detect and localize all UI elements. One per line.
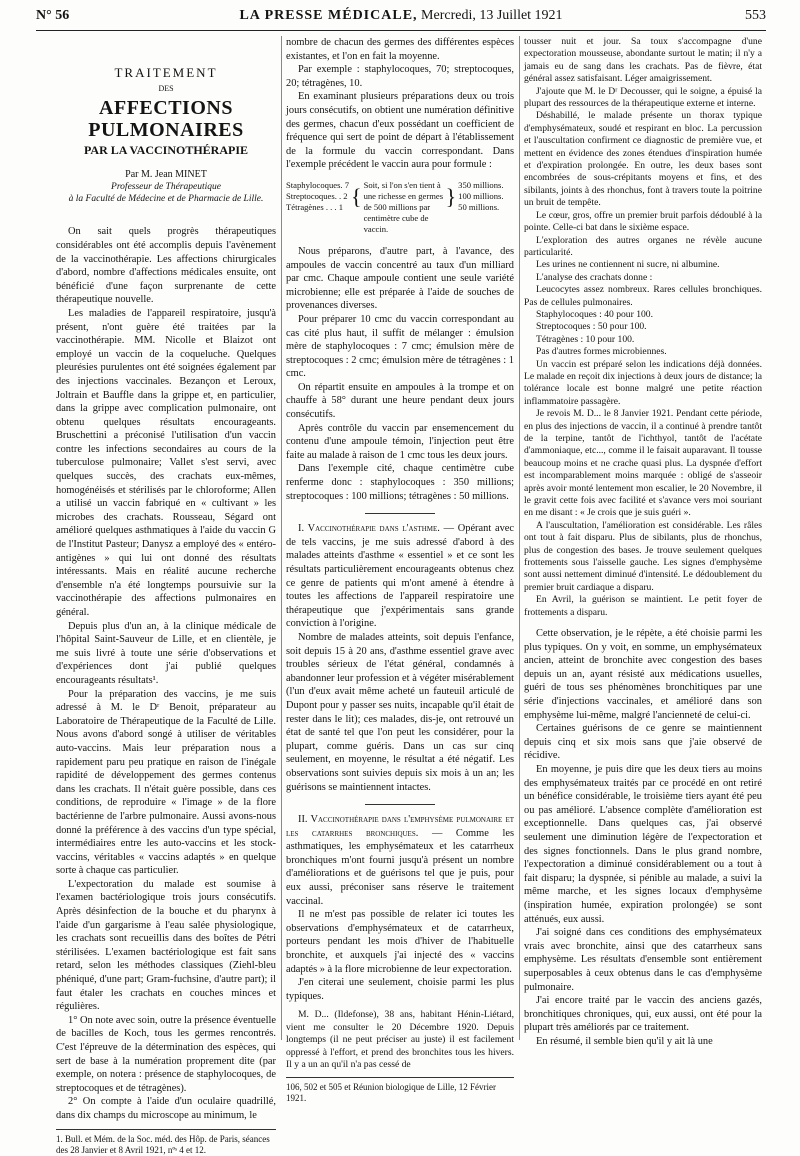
- page-number: 553: [745, 8, 766, 23]
- paragraph: Pour préparer 10 cmc du vaccin correspondant au cas cité plus haut, il suffit de mélanger : émulsion mère de staphylocoques : 7 cmc; émulsion mère de streptocoques : 2 cmc; émulsion mère de tétragènes : 1 cmc.: [286, 313, 514, 380]
- article-title-block: [56, 66, 276, 205]
- paragraph: 1° On note avec soin, outre la présence éventuelle de bacilles de Koch, tous les germes rencontrés. C'est l'épreuve de la détermination des espèces, qui sert de base à la numération proprement dite (par exemple, on notera : présence de staphylocoques, de streptocoques et de tétragènes).: [56, 1014, 276, 1094]
- paragraph: En résumé, il semble bien qu'il y ait là une: [536, 1035, 713, 1047]
- journal-title-line: [36, 8, 766, 24]
- section-rule: [365, 804, 435, 805]
- section-2-paragraph: II. Vaccinothérapie dans l'emphysème pulmonaire et les catarrhes bronchiques. — Comme les asthmatiques, les emphysémateux et les catarrheux bronchiques m'ont fourni jusqu'à présent un nombre d'améliorations et de guérisons tel que je puis, pour eux aussi, préconiser sans réserve le traitement vaccinal.: [286, 814, 514, 907]
- author-role-1: Professeur de Thérapeutique: [111, 182, 221, 193]
- observation-start: M. D... (Ildefonse), 38 ans, habitant Hénin-Liétard, vient me consulter le 20 Décembre 1920. Depuis longtemps (il ne peut préciser au juste) il est facilement oppressé à l'effort, et prend des bronchites tous les hivers. Il y a un an qu'il n'a pas cessé de: [286, 1009, 514, 1071]
- observation-text: L'analyse des crachats donne :: [536, 271, 653, 283]
- observation-text: Tétragènes : 10 pour 100.: [536, 333, 635, 345]
- column-divider: [281, 36, 282, 1040]
- section-rule: [365, 513, 435, 514]
- author-role-2: à la Faculté de Médecine et de Pharmacie de Lille.: [68, 194, 264, 205]
- observation-text: Je revois M. D... le 8 Janvier 1921. Pendant cette période, en plus des injections de vaccin, il a continué à prendre tantôt de la terpine, tantôt de l'ichthyol, tantôt de l'acétate d'ammoniaque, etc..., comme il le faisait auparavant. Il tousse beaucoup moins et ne crache quasi plus. La dyspnée d'effort est incomparablement moins marquée : obligé de s'asseoir après avoir monté lentement mon escalier, le 20 Novembre, il le gravit cette fois avec facilité et s'avance vers moi souriant en me disant : « Je crois que je suis guéri ».: [524, 408, 762, 519]
- observation-text: Staphylocoques : 40 pour 100.: [536, 308, 653, 320]
- paragraph: On sait quels progrès thérapeutiques considérables ont été accomplis depuis l'avènement de la vaccinothérapie. Les affections chirurgicales d'abord, nombre d'affections médicales ensuite, ont bénéficié d'une façon surprenante de cette thérapeutique nouvelle.: [56, 226, 276, 306]
- paragraph: En examinant plusieurs préparations deux ou trois jours consécutifs, on obtient une numération définitive des germes, chacun d'eux possédant un coefficient de fréquence qui sert de point de départ à l'établissement de la formule du vaccin correspondant. Dans l'exemple précédent le vaccin aura pour formule :: [286, 91, 514, 171]
- observation-text: Déshabillé, le malade présente un thorax typique d'emphysémateux, soudé et respirant en bloc. La percussion et l'auscultation confirment ce diagnostic de première vue, et mettent en évidence des zones étendues d'inspiration humée et d'expiration prolongée. En outre, les deux bases sont encombrées de sous-crépitants moyens et fins, et des sibilants, joints à des rhonchus, font à travers toute la poitrine un bruit de tempête.: [524, 110, 762, 209]
- section-1-paragraph: I. Vaccinothérapie dans l'asthme. — Opérant avec de tels vaccins, je me suis adressé d'abord à des malades atteints d'asthme « essentiel » et ce sont les résultats particulièrement encourageants obtenus chez ce genre de patients qui m'ont amené à étendre à toutes les affections de l'appareil respiratoire une thérapeutique que j'expérimentais sans grande conviction à l'origine.: [286, 523, 514, 630]
- paragraph: Nous préparons, d'autre part, à l'avance, des ampoules de vaccin concentré au taux d'un milliard par cmc. Chaque ampoule contient une seule variété microbienne; elle est préparée à l'aide de souches de provenances diverses.: [286, 245, 514, 312]
- footnote-continuation: 106, 502 et 505 et Réunion biologique de Lille, 12 Février 1921.: [286, 1082, 496, 1104]
- paragraph: J'en citerai une seulement, choisie parmi les plus typiques.: [286, 977, 514, 1002]
- paragraph: Dans l'exemple cité, chaque centimètre cube renferme donc : staphylocoques : 350 millions; streptocoques : 100 millions; tétragènes : 50 millions.: [286, 463, 514, 502]
- paragraph: L'expectoration du malade est soumise à l'examen bactériologique trois jours consécutifs. Après désinfection de la bouche et du pharynx à l'aide d'un gargarisme à l'eau salée physiologique, les crachats sont recueillis dans des boîtes de Pétri stérilisées. L'examen bactériologique est fait sans retard, selon les méthodes classiques (Ziehl-bleu phéniqué, d'une part; Gram-fuchsine, d'autre part); il faut étaler les crachats en couches minces et régulières.: [56, 878, 276, 1013]
- title-line-2: DES: [158, 83, 174, 93]
- formula-germ-2: Streptocoques. . 2: [286, 190, 348, 201]
- paragraph: 2° On compte à l'aide d'un oculaire quadrillé, dans dix champs du microscope au minimum, le: [56, 1096, 276, 1121]
- footnote-rule: [286, 1077, 514, 1078]
- paragraph: Depuis plus d'un an, à la clinique médicale de l'hôpital Saint-Sauveur de Lille, et en clientèle, je me suis livré à toute une série d'observations et d'expériences dont j'ai publié quelques encourageants résultats¹.: [56, 620, 276, 686]
- paragraph: Cette observation, je le répète, a été choisie parmi les plus typiques. On y voit, en somme, un emphysémateux ancien, atteint de bronchite avec congestion des bases depuis un an, ayant résisté aux médications usuelles, guéri de tous ses phénomènes bronchitiques par une série d'injections vaccinales, et amélioré dans son emphysème lui-même, malgré l'ancienneté de celui-ci.: [524, 628, 762, 721]
- paragraph: nombre de chacun des germes des différentes espèces existantes, et l'on en fait la moyenne.: [286, 37, 514, 62]
- column-2: [286, 36, 514, 1104]
- article-title: AFFECTIONS PULMONAIRES: [88, 97, 244, 142]
- formula-count-1: 350 millions.: [458, 179, 504, 190]
- paragraph: J'ai soigné dans ces conditions des emphysémateux vrais avec bronchite, ainsi que des catarrheux sans emphysème. Les résultats d'ensemble sont entièrement superposables à ceux obtenus dans le cas d'emphysème pulmonaire.: [524, 927, 762, 993]
- journal-name: LA PRESSE MÉDICALE,: [239, 8, 418, 23]
- observation-text: Un vaccin est préparé selon les indications déjà données. Le malade en reçoit dix injections à deux jours de distance; la tolérance locale est bonne malgré une petite réaction inflammatoire passagère.: [524, 358, 762, 407]
- observation-text: L'exploration des autres organes ne révèle aucune particularité.: [524, 234, 762, 258]
- paragraph: Par exemple : staphylocoques, 70; streptocoques, 20; tétragènes, 10.: [286, 64, 514, 89]
- observation-text: Les urines ne contiennent ni sucre, ni albumine.: [536, 259, 720, 271]
- section-2-heading: II. Vaccinothérapie dans l'emphysème pulmonaire et les catarrhes bronchiques.: [286, 814, 514, 839]
- header-rule: [36, 30, 766, 31]
- formula-count-3: 50 millions.: [458, 201, 500, 212]
- observation-text: Streptocoques : 50 pour 100.: [536, 321, 647, 333]
- article-subtitle: PAR LA VACCINOTHÉRAPIE: [83, 143, 249, 158]
- observation-text: tousser nuit et jour. Sa toux s'accompagne d'une expectoration mousseuse, abondante surtout le matin; il n'y a jamais eu de sang dans les crachats. Pas de fièvre, état général assez satisfaisant. Léger amaigrissement.: [524, 36, 762, 85]
- vaccine-formula-table: [286, 180, 514, 235]
- paragraph: Les maladies de l'appareil respiratoire, jusqu'à présent, n'ont guère été traitées par la vaccinothérapie. MM. Nicolle et Blaizot ont employé un vaccin de la coqueluche. Quelques pleurésies purulentes ont été soignées également par des injections vaccinales. Bezançon et Leroux, Joltrain et Bauffle dans la grippe et, en particulier, dans la grippe avec complication pulmonaire, ont obtenu quelques résultats encourageants. Bruschettini a préconisé l'utilisation d'un vaccin contre les infections secondaires au cours de la tuberculose pulmonaire; Vallet s'est servi, avec quelques succès, des crachats eux-mêmes, homogénéisés et stérilisés par le chloroforme; Allen a utilisé un vaccin fabriqué en « cultivant » les microbes des crachats. Rousseau, Ségard ont amélioré quelques asthmatiques à l'aide du vaccin G de l'Institut Pasteur; Danysz a employé des « entéro-antigènes » qui lui ont donné des résultats intéressants. Mais en réalité aucune recherche d'ensemble n'a été longtemps poursuivie sur la vaccinothérapie des affections pulmonaires en général.: [56, 307, 276, 618]
- author-name: Par M. Jean MINET: [125, 168, 207, 180]
- brace-right: }: [445, 183, 457, 209]
- observation-text: Leucocytes assez nombreux. Rares cellules bronchiques. Pas de cellules pulmonaires.: [524, 284, 762, 308]
- observation-text: A l'auscultation, l'amélioration est considérable. Les râles ont tout à fait disparu. Plus de sibilants, plus de rhonchus, plus de congestion des bases. Je trouve seulement quelques frottements sous l'aisselle gauche. Les signes d'emphysème sont aussi nettement diminué d'intensité. Le dédoublement du premier bruit cardiaque a disparu.: [524, 519, 762, 593]
- paragraph: On répartit ensuite en ampoules à la trompe et on chauffe à 58° durant une heure pendant deux jours consécutifs.: [286, 381, 514, 421]
- column-1: [56, 36, 276, 1155]
- footnote-rule: [56, 1129, 276, 1130]
- paragraph: Il ne m'est pas possible de relater ici toutes les observations d'emphysémateux et de catarrheux, porteurs pendant les mois d'hiver de l'habituelle bronchite, et auxquels j'ai injecté des « vaccins adaptés » à la flore microbienne de leur expectoration.: [286, 909, 514, 975]
- formula-germ-1: Staphylocoques. 7: [286, 179, 350, 190]
- issue-number: N° 56: [36, 8, 70, 23]
- observation-text: Pas d'autres formes microbiennes.: [536, 346, 667, 358]
- footnote: 1. Bull. et Mém. de la Soc. méd. des Hôp. de Paris, séances des 28 Janvier et 8 Avril 1921, nºˢ 4 et 12.: [56, 1133, 270, 1155]
- title-line-1: TRAITEMENT: [114, 65, 218, 80]
- formula-note: Soit, si l'on s'en tient à une richesse en germes de 500 millions par centimètre cube de vaccin.: [363, 179, 444, 234]
- column-3: [524, 36, 762, 1047]
- column-divider: [519, 36, 520, 1040]
- paragraph: J'ai encore traité par le vaccin des anciens gazés, bronchitiques chroniques, qui, eux aussi, ont été pour la plupart très améliorés par ce traitement.: [524, 995, 762, 1034]
- formula-count-2: 100 millions.: [458, 190, 504, 201]
- brace-left: {: [351, 183, 362, 209]
- paragraph: Après contrôle du vaccin par ensemencement du contenu d'une ampoule témoin, l'injection peut être faite au malade à raison de 1 cmc tous les deux jours.: [286, 422, 514, 461]
- paragraph: Certaines guérisons de ce genre se maintiennent depuis cinq et six mois sans que j'aie observé de récidive.: [524, 723, 762, 762]
- paragraph: En moyenne, je puis dire que les deux tiers au moins des emphysémateux traités par ce procédé en ont retiré un bénéfice considérable, le troisième tiers ayant été peu ou pas amélioré. L'absence complète d'amélioration est exceptionnelle. Dans quelques cas, j'ai observé seulement une diminution légère de l'expectoration et des signes fonctionnels. Dans le plus grand nombre, l'expectoration a diminué considérablement ou a tout à fait disparu; la dyspnée, si pénible au malade, a suivi la même marche, et les signes locaux d'emphysème (inspiration humée, expiration prolongée) se sont atténués, eux aussi.: [524, 764, 762, 925]
- observation-text: J'ajoute que M. le Dʳ Decousser, qui le soigne, a épuisé la plupart des ressources de la thérapeutique externe et interne.: [524, 85, 762, 110]
- running-header: [36, 8, 766, 30]
- observation-text: Le cœur, gros, offre un premier bruit parfois dédoublé à la pointe. Celle-ci bat dans le sixième espace.: [524, 209, 762, 234]
- issue-date: Mercredi, 13 Juillet 1921: [421, 8, 563, 23]
- observation-text: En Avril, la guérison se maintient. Le petit foyer de frottements a disparu.: [524, 594, 762, 618]
- paragraph: Nombre de malades atteints, soit depuis l'enfance, soit depuis 15 à 20 ans, d'asthme essentiel grave avec troubles sérieux de l'état général, condamnés à abandonner leur profession et à végéter misérablement (l'un d'eux avait même acheté un fauteuil articulé de Dupont pour y passer ses nuits, incapable qu'il était de rester dans le lit); ces malades, dis-je, ont retrouvé un état de santé tel que l'on peut les considérer, pour la plupart, comme guéris. Dans un cas sur cinq seulement, en moyenne, le résultat a été négatif. Les observations sont suivies depuis six mois à un an; les guérisons se maintiennent intactes.: [286, 631, 514, 793]
- paragraph: Pour la préparation des vaccins, je me suis adressé à M. le Dʳ Benoit, préparateur au Laboratoire de Thérapeutique de la Faculté de Lille. Nous avons d'abord songé à utiliser de véritables auto-vaccins. Mais leur préparation nous a rapidement paru peu pratique en raison de l'inégale rapidité de développement des germes contenus dans les crachats. Il n'était guère possible, dans ces conditions, de reproduire « l'image » de la flore bactérienne de l'arbre pulmonaire. Aussi avons-nous donné la préférence à des vaccins d'un type spécial, intermédiaires entre les auto-vaccins et les stock-vaccins, véritables « vaccins adaptés » en quelque sorte à chaque cas particulier.: [56, 688, 276, 877]
- formula-germ-3: Tétragènes . . . 1: [286, 201, 344, 212]
- section-1-heading: I. Vaccinothérapie dans l'asthme.: [298, 523, 440, 535]
